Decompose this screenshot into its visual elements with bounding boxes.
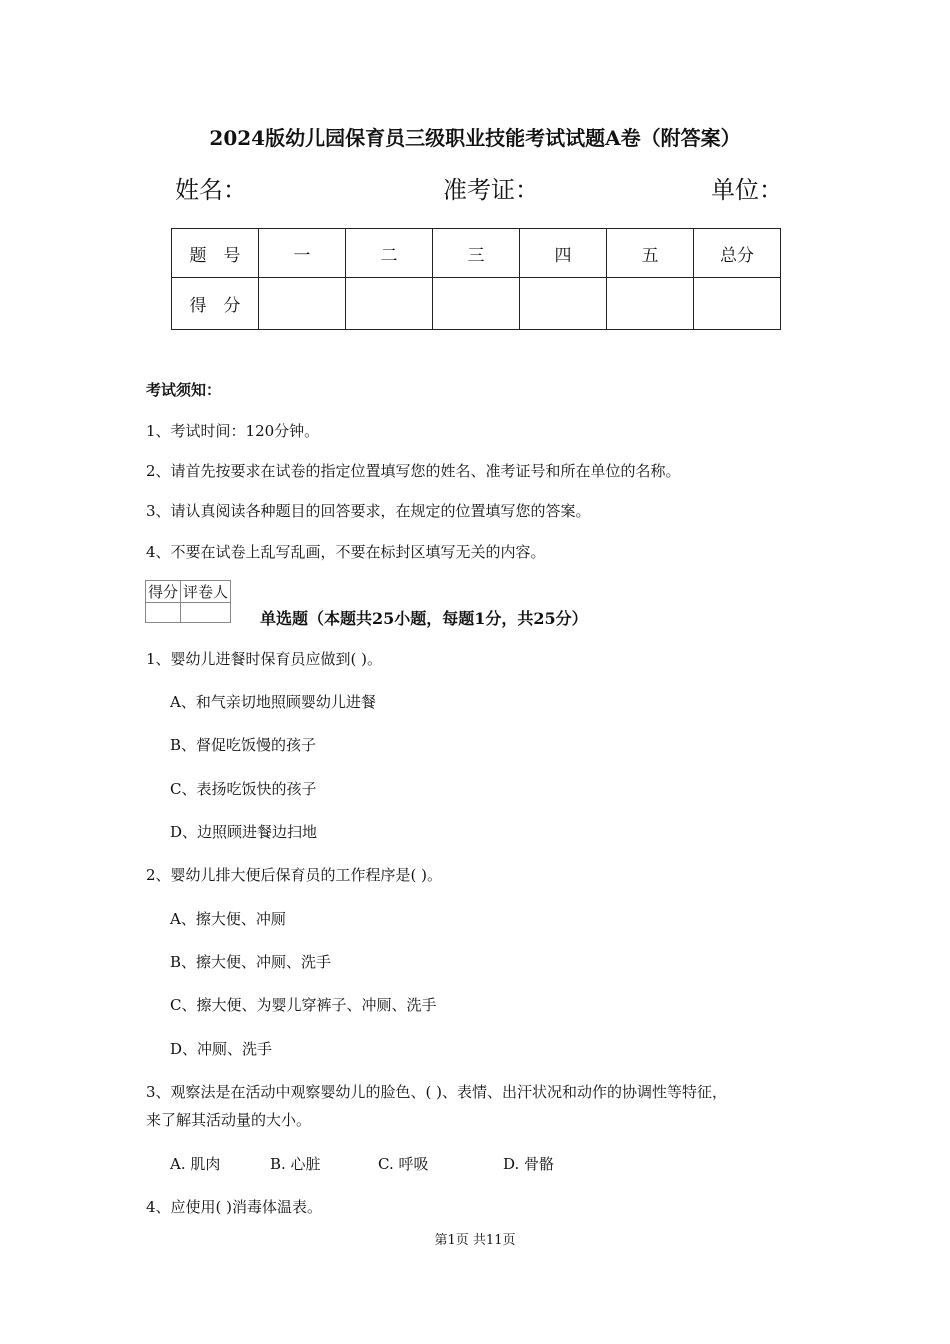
score-header-cell: 三 xyxy=(433,229,520,278)
page-title: 2024版幼儿园保育员三级职业技能考试试题A卷（附答案） xyxy=(209,126,741,150)
score-table xyxy=(171,228,781,330)
score-cell[interactable] xyxy=(607,278,694,330)
score-header-cell: 二 xyxy=(346,229,433,278)
score-header-cell: 一 xyxy=(259,229,346,278)
grader-score-label: 得分 xyxy=(146,581,181,603)
score-header-cell: 总分 xyxy=(694,229,781,278)
question-stem: 1、婴幼儿进餐时保育员应做到( )。 xyxy=(146,650,383,668)
score-cell[interactable] xyxy=(259,278,346,330)
question-option: B. 心脏 xyxy=(270,1155,321,1173)
question-option: C、表扬吃饭快的孩子 xyxy=(170,780,317,798)
grader-name-cell[interactable] xyxy=(181,603,231,623)
score-header-cell: 题 号 xyxy=(172,229,259,278)
notice-item: 4、不要在试卷上乱写乱画，不要在标封区填写无关的内容。 xyxy=(146,543,546,561)
question-stem: 3、观察法是在活动中观察婴幼儿的脸色、( )、表情、出汗状况和动作的协调性等特征， xyxy=(146,1083,728,1101)
question-option: D、边照顾进餐边扫地 xyxy=(170,823,318,841)
question-stem: 4、应使用( )消毒体温表。 xyxy=(146,1198,323,1216)
grader-name-label: 评卷人 xyxy=(181,581,231,603)
question-option: C. 呼吸 xyxy=(378,1155,429,1173)
notice-item: 2、请首先按要求在试卷的指定位置填写您的姓名、准考证号和所在单位的名称。 xyxy=(146,462,681,480)
name-field-label: 姓名： xyxy=(175,176,247,204)
question-option: B、擦大便、冲厕、洗手 xyxy=(170,953,332,971)
score-cell[interactable] xyxy=(433,278,520,330)
grader-score-cell[interactable] xyxy=(146,603,181,623)
unit-field-label: 单位： xyxy=(711,176,783,204)
question-option: D、冲厕、洗手 xyxy=(170,1040,273,1058)
score-cell[interactable] xyxy=(520,278,607,330)
question-option: C、擦大便、为婴儿穿裤子、冲厕、洗手 xyxy=(170,996,437,1014)
page-footer: 第1页 共11页 xyxy=(434,1233,516,1248)
exam-id-field-label: 准考证： xyxy=(443,176,539,204)
score-header-cell: 四 xyxy=(520,229,607,278)
notice-item: 3、请认真阅读各种题目的回答要求，在规定的位置填写您的答案。 xyxy=(146,502,591,520)
grader-box xyxy=(145,580,231,623)
question-option: D. 骨骼 xyxy=(503,1155,555,1173)
notice-heading: 考试须知： xyxy=(146,381,222,399)
question-option: B、督促吃饭慢的孩子 xyxy=(170,736,317,754)
question-option: A. 肌肉 xyxy=(170,1155,221,1173)
score-cell[interactable] xyxy=(346,278,433,330)
question-option: A、和气亲切地照顾婴幼儿进餐 xyxy=(170,693,376,711)
score-table-score-row xyxy=(172,278,781,330)
score-header-cell: 五 xyxy=(607,229,694,278)
question-stem-continued: 来了解其活动量的大小。 xyxy=(146,1111,312,1129)
notice-item: 1、考试时间：120分钟。 xyxy=(146,422,320,440)
section-title: 单选题（本题共25小题，每题1分，共25分） xyxy=(260,609,588,628)
question-option: A、擦大便、冲厕 xyxy=(170,910,286,928)
score-row-label: 得 分 xyxy=(172,278,259,330)
score-table-header-row xyxy=(172,229,781,278)
question-stem: 2、婴幼儿排大便后保育员的工作程序是( )。 xyxy=(146,866,443,884)
score-cell[interactable] xyxy=(694,278,781,330)
